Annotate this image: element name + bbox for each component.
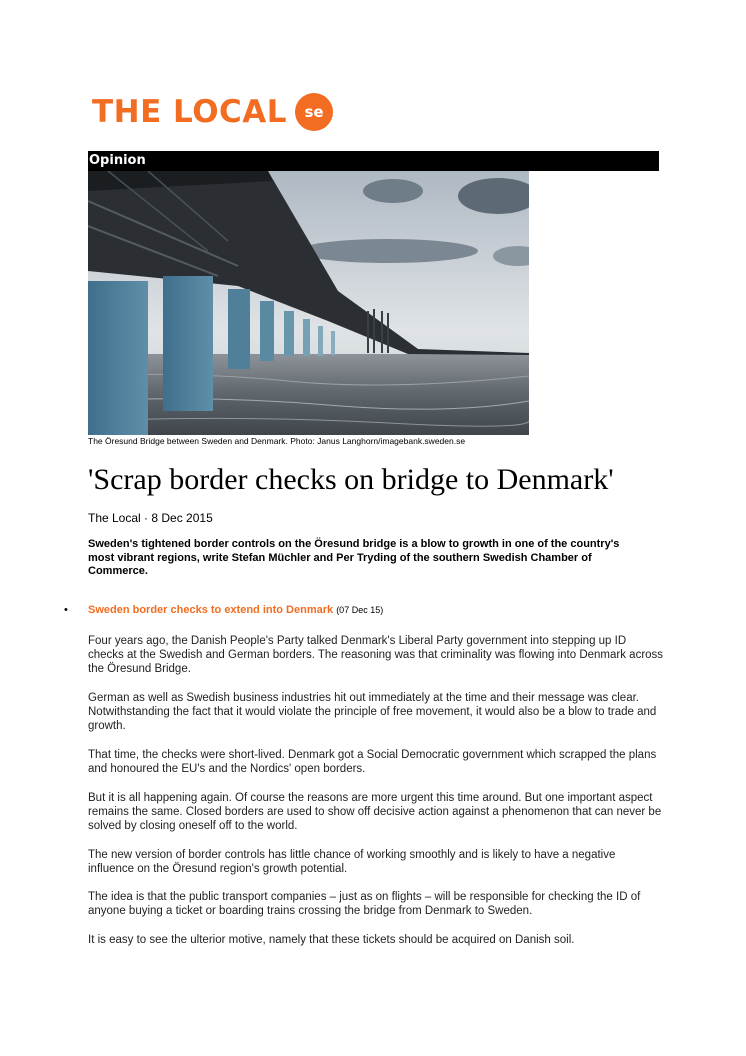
bullet-icon: •: [64, 604, 68, 616]
related-article-link[interactable]: Sweden border checks to extend into Denmark: [88, 604, 334, 616]
related-article-date: (07 Dec 15): [336, 605, 384, 615]
photo-caption: The Öresund Bridge between Sweden and Denmark. Photo: Janus Langhorn/imagebank.sweden.se: [88, 436, 466, 446]
related-article-item: [64, 603, 664, 617]
logo-badge: se: [295, 93, 333, 131]
body-paragraph-4: But it is all happening again. Of course the reasons are more urgent this time around. But one important aspect remains the same. Closed borders are used to show off decisive action against a phenomenon that can never be solved by closing oneself off to the world.: [88, 792, 662, 832]
body-paragraph-2: German as well as Swedish business industries hit out immediately at the time and their message was clear. Notwithstanding the fact that it would violate the principle of free movement, it would also be a blow to trade and growth.: [88, 692, 657, 732]
article-byline: The Local · 8 Dec 2015: [88, 511, 213, 525]
article-lead: Sweden's tightened border controls on the Öresund bridge is a blow to growth in one of the country's most vibrant regions, write Stefan Müchler and Per Tryding of the southern Swedish Chamber of Commerce.: [88, 538, 620, 577]
body-paragraph-3: That time, the checks were short-lived. Denmark got a Social Democratic government which scrapped the plans and honoured the EU's and the Nordics' open borders.: [88, 749, 657, 775]
body-paragraph-5: The new version of border controls has little chance of working smoothly and is likely to have a negative influence on the Öresund region's growth potential.: [88, 849, 616, 875]
the-local-logo[interactable]: [92, 92, 333, 132]
article-headline: 'Scrap border checks on bridge to Denmark': [88, 463, 614, 496]
bridge-photo: [88, 171, 529, 435]
logo-wordmark: THE LOCAL: [92, 93, 288, 130]
body-paragraph-6: The idea is that the public transport companies – just as on flights – will be responsible for checking the ID of anyone buying a ticket or boarding trains crossing the bridge from Denmark to Sweden.: [88, 891, 641, 917]
body-paragraph-1: Four years ago, the Danish People's Party talked Denmark's Liberal Party government into stepping up ID checks at the Swedish and German borders. The reasoning was that criminality was flowing into Denmark across the Öresund Bridge.: [88, 635, 664, 675]
section-label: Opinion: [89, 153, 146, 168]
section-bar: [88, 151, 659, 171]
body-paragraph-7: It is easy to see the ulterior motive, namely that these tickets should be acquired on Danish soil.: [88, 934, 575, 946]
